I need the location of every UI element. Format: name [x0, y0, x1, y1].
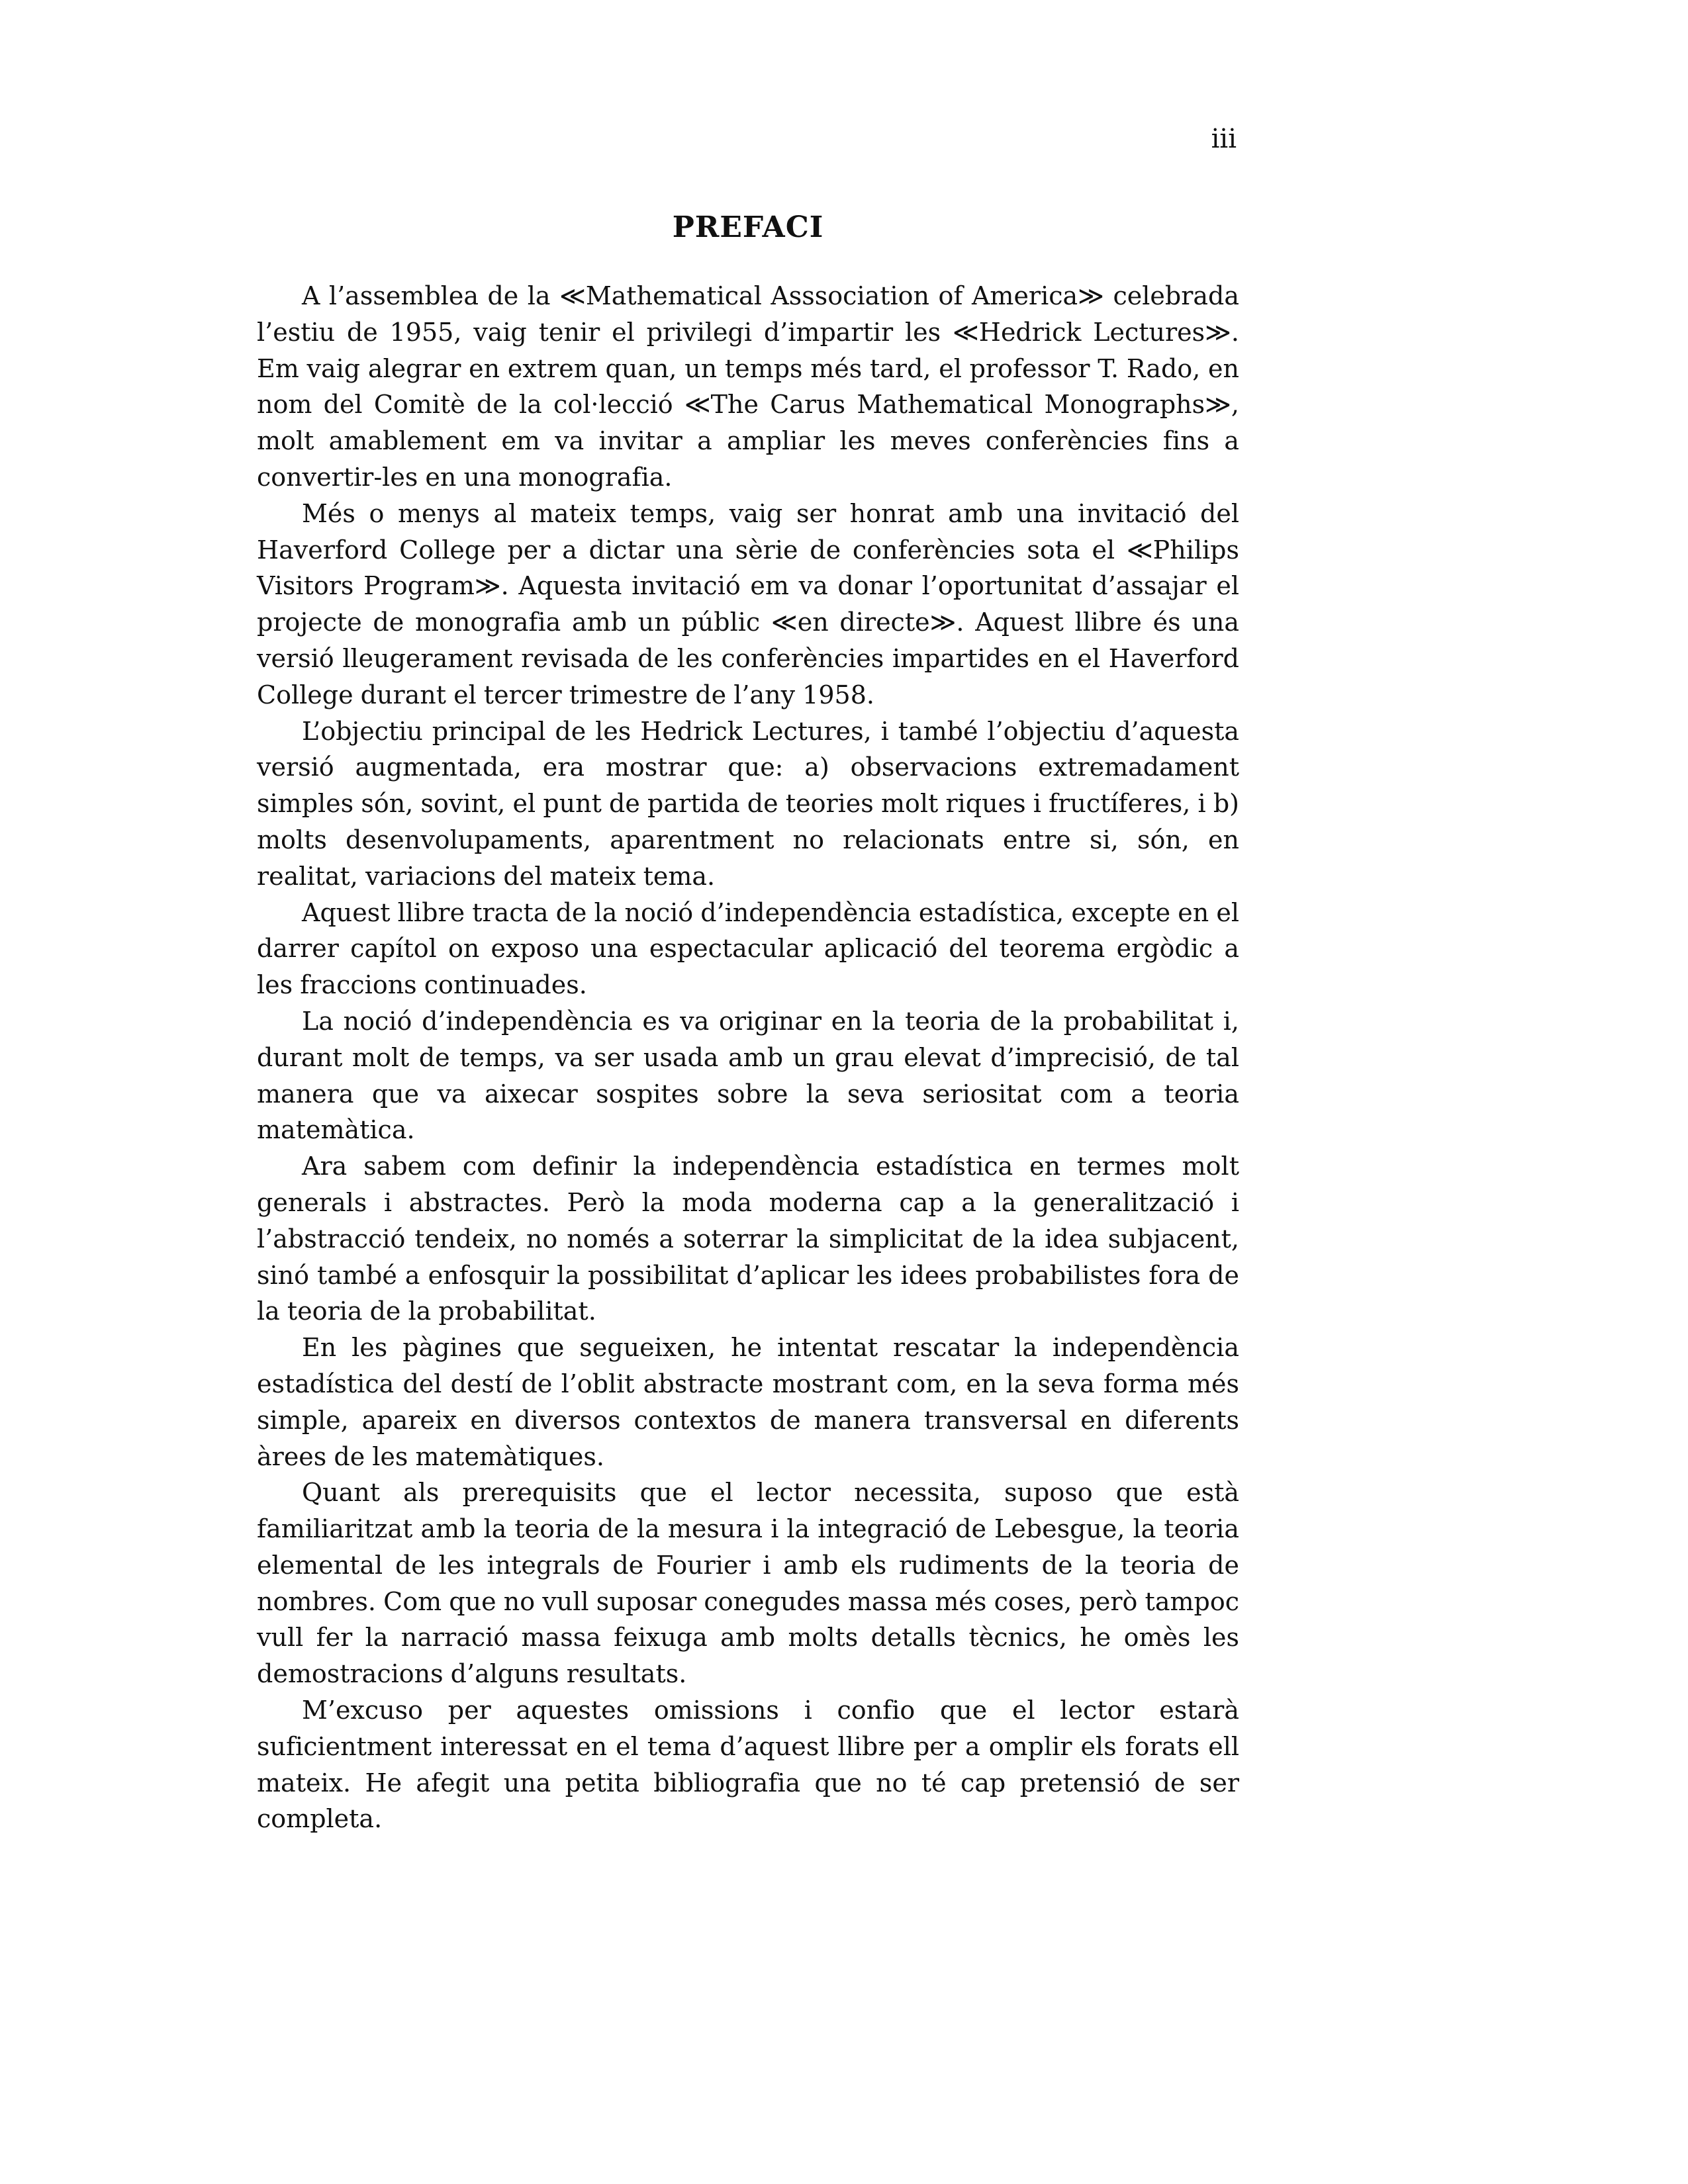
paragraph: Quant als prerequisits que el lector necessita, suposo que està familiaritzat amb la teoria de la mesura i la integració de Lebesgue, la teoria elemental de les integrals de Fourier i amb els rudiments de la teoria de nombres. Com que no vull suposar conegudes massa més coses, però tampoc vull fer la narració massa feixuga amb molts detalls tècnics, he omès les demostracions d’alguns resultats.	[257, 1478, 1239, 1689]
paragraph: En les pàgines que segueixen, he intentat rescatar la independència estadística del destí de l’oblit abstracte mostrant com, en la seva forma més simple, apareix en diversos contextos de manera transversal en diferents àrees de les matemàtiques.	[257, 1333, 1239, 1471]
paragraph: A l’assemblea de la ≪Mathematical Asssociation of America≫ celebrada l’estiu de 1955, vaig tenir el privilegi d’impartir les ≪Hedrick Lectures≫. Em vaig alegrar en extrem quan, un temps més tard, el professor T. Rado, en nom del Comitè de la col·lecció ≪The Carus Mathematical Monographs≫, molt amablement em va invitar a ampliar les meves conferències fins a convertir-les en una monografia.	[257, 281, 1239, 492]
page-number: iii	[1211, 124, 1237, 154]
preface-body	[257, 278, 1239, 1837]
paragraph: Ara sabem com definir la independència estadística en termes molt generals i abstractes. Però la moda moderna cap a la generalització i l’abstracció tendeix, no només a soterrar la simplicitat de la idea subjacent, sinó també a enfosquir la possibilitat d’aplicar les idees probabilistes fora de la teoria de la probabilitat.	[257, 1152, 1239, 1326]
paragraph: L’objectiu principal de les Hedrick Lectures, i també l’objectiu d’aquesta versió augmentada, era mostrar que: a) observacions extremadament simples són, sovint, el punt de partida de teories molt riques i fructíferes, i b) molts desenvolupaments, aparentment no relacionats entre si, són, en realitat, variacions del mateix tema.	[257, 716, 1239, 891]
paragraph: Aquest llibre tracta de la noció d’independència estadística, excepte en el darrer capítol on exposo una espectacular aplicació del teorema ergòdic a les fraccions continuades.	[257, 897, 1239, 1000]
paragraph: M’excuso per aquestes omissions i confio que el lector estarà suficientment interessat en el tema d’aquest llibre per a omplir els forats ell mateix. He afegit una petita bibliografia que no té cap pretensió de ser completa.	[257, 1696, 1239, 1834]
page-title: PREFACI	[672, 210, 824, 244]
paragraph: Més o menys al mateix temps, vaig ser honrat amb una invitació del Haverford College per a dictar una sèrie de conferències sota el ≪Philips Visitors Program≫. Aquesta invitació em va donar l’oportunitat d’assajar el projecte de monografia amb un públic ≪en directe≫. Aquest llibre és una versió lleugerament revisada de les conferències impartides en el Haverford College durant el tercer trimestre de l’any 1958.	[257, 498, 1239, 709]
paragraph: La noció d’independència es va originar en la teoria de la probabilitat i, durant molt de temps, va ser usada amb un grau elevat d’imprecisió, de tal manera que va aixecar sospites sobre la seva seriositat com a teoria matemàtica.	[257, 1006, 1239, 1145]
